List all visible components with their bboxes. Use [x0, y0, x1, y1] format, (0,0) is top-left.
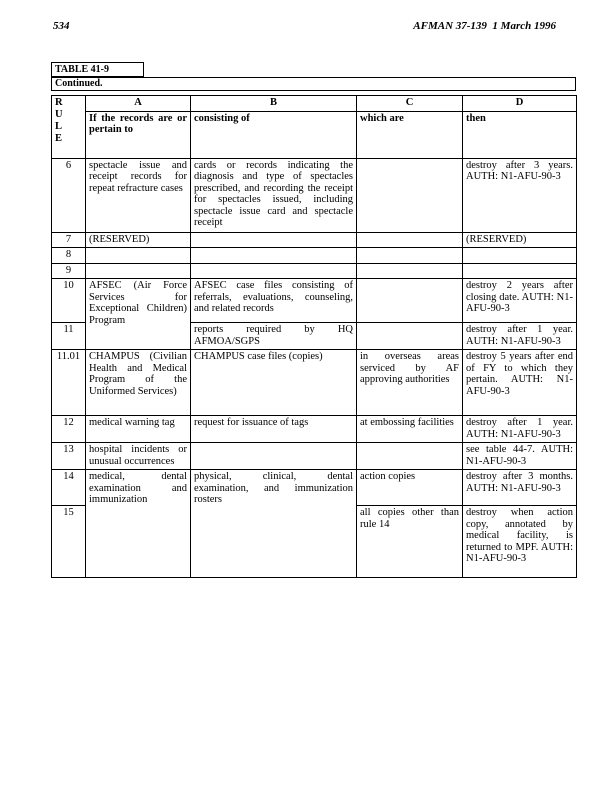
table-row-rule-6 [52, 158, 577, 232]
rule-number: 11.01 [52, 350, 86, 416]
cell-b: request for issuance of tags [191, 416, 357, 443]
cell-b [191, 248, 357, 264]
records-disposition-table [51, 95, 577, 578]
rule-number: 6 [52, 158, 86, 232]
cell-a: AFSEC (Air Force Services for Exceptional Children) Program [86, 279, 191, 350]
subheader-a: If the records are or pertain to [86, 111, 191, 158]
rule-letter: R [55, 97, 63, 108]
cell-c: action copies [357, 470, 463, 506]
cell-b [191, 263, 357, 279]
cell-c [357, 323, 463, 350]
cell-d: destroy after 3 months. AUTH: N1-AFU-90-3 [463, 470, 577, 506]
cell-a: medical, dental examination and immunization [86, 470, 191, 578]
rule-number: 11 [52, 323, 86, 350]
subheader-b: consisting of [191, 111, 357, 158]
cell-c [357, 279, 463, 323]
table-row-rule-13 [52, 443, 577, 470]
column-header-d: D [463, 96, 577, 112]
subheader-d: then [463, 111, 577, 158]
cell-a: (RESERVED) [86, 232, 191, 248]
cell-d: destroy 5 years after end of FY to which they pertain. AUTH: N1-AFU-90-3 [463, 350, 577, 416]
cell-b [191, 443, 357, 470]
table-row-rule-11-01 [52, 350, 577, 416]
table-row-rule-9 [52, 263, 577, 279]
column-header-a: A [86, 96, 191, 112]
rule-number: 13 [52, 443, 86, 470]
cell-c [357, 443, 463, 470]
cell-a: CHAMPUS (Civilian Health and Medical Program of the Uniformed Services) [86, 350, 191, 416]
column-header-b: B [191, 96, 357, 112]
rule-number: 12 [52, 416, 86, 443]
table-title: TABLE 41-9 [51, 62, 144, 77]
cell-d: see table 44-7. AUTH: N1-AFU-90-3 [463, 443, 577, 470]
rule-number: 15 [52, 506, 86, 578]
cell-a: spectacle issue and receipt records for repeat refracture cases [86, 158, 191, 232]
cell-c: in overseas areas serviced by AF approving authorities [357, 350, 463, 416]
cell-c [357, 232, 463, 248]
cell-d: destroy after 3 years. AUTH: N1-AFU-90-3 [463, 158, 577, 232]
cell-b [191, 232, 357, 248]
cell-b: CHAMPUS case files (copies) [191, 350, 357, 416]
cell-c [357, 158, 463, 232]
cell-a: medical warning tag [86, 416, 191, 443]
cell-a: hospital incidents or unusual occurrences [86, 443, 191, 470]
cell-d [463, 248, 577, 264]
table-continued-label: Continued. [51, 77, 576, 91]
table-row-rule-12 [52, 416, 577, 443]
subheader-c: which are [357, 111, 463, 158]
rule-number: 7 [52, 232, 86, 248]
column-header-row [52, 96, 577, 112]
cell-a [86, 248, 191, 264]
cell-b: physical, clinical, dental examination, and immunization rosters [191, 470, 357, 578]
cell-c: all copies other than rule 14 [357, 506, 463, 578]
cell-c [357, 248, 463, 264]
table-row-rule-14 [52, 470, 577, 506]
rule-number: 9 [52, 263, 86, 279]
cell-c [357, 263, 463, 279]
column-header-c: C [357, 96, 463, 112]
cell-d: destroy when action copy, annotated by medical facility, is returned to MPF. AUTH: N1-AFU-90-3 [463, 506, 577, 578]
cell-d: destroy 2 years after closing date. AUTH: N1-AFU-90-3 [463, 279, 577, 323]
page-header [53, 20, 556, 32]
page-number: 534 [53, 20, 70, 32]
table-row-rule-8 [52, 248, 577, 264]
table-row-rule-7 [52, 232, 577, 248]
subheader-row [52, 111, 577, 158]
cell-d: destroy after 1 year. AUTH: N1-AFU-90-3 [463, 416, 577, 443]
rule-column-header [52, 96, 86, 159]
rule-number: 8 [52, 248, 86, 264]
cell-d: destroy after 1 year. AUTH: N1-AFU-90-3 [463, 323, 577, 350]
cell-d [463, 263, 577, 279]
cell-b: cards or records indicating the diagnosis and type of spectacles prescribed, and recording the receipt for spectacles issued, including spectacle issue card and spectacle receipt [191, 158, 357, 232]
cell-b: reports required by HQ AFMOA/SGPS [191, 323, 357, 350]
rule-letter: L [55, 121, 63, 132]
cell-d: (RESERVED) [463, 232, 577, 248]
table-row-rule-10 [52, 279, 577, 323]
cell-c: at embossing facilities [357, 416, 463, 443]
rule-number: 14 [52, 470, 86, 506]
rule-number: 10 [52, 279, 86, 323]
rule-letter: E [55, 133, 63, 144]
cell-b: AFSEC case files consisting of referrals, evaluations, counseling, and related records [191, 279, 357, 323]
cell-a [86, 263, 191, 279]
rule-letter: U [55, 109, 63, 120]
document-title-header: AFMAN 37-139 1 March 1996 [413, 20, 556, 32]
